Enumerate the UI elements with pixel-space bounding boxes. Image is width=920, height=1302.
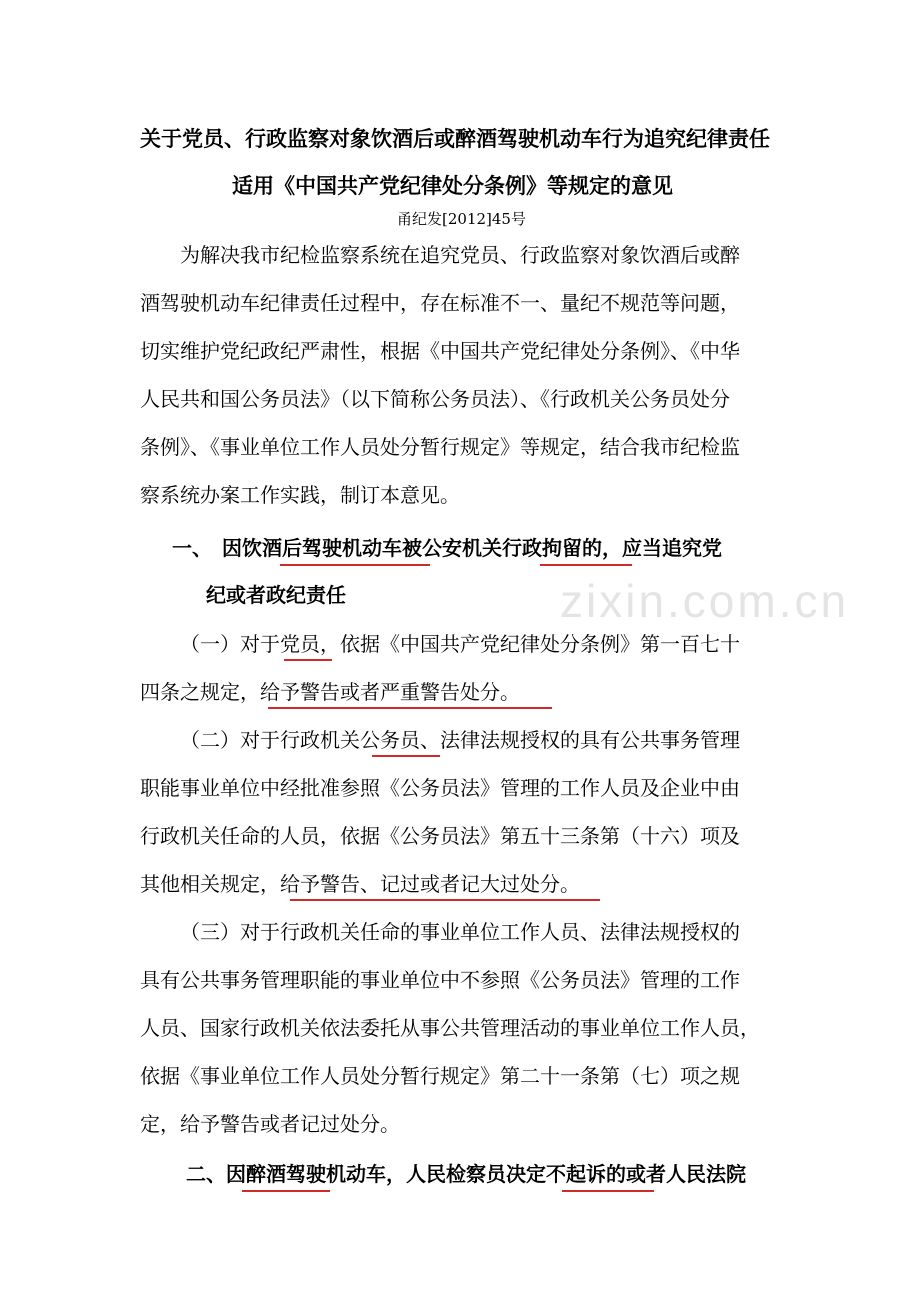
item-1-line: 四条之规定，给予警告或者严重警告处分。 [140,680,520,704]
red-underline [280,564,430,566]
intro-line: 人民共和国公务员法》（以下简称公务员法）、《行政机关公务员处分 [140,387,730,411]
red-underline [284,659,332,661]
watermark: zixin.com.cn [560,575,850,627]
section-2-heading: 二、因醉酒驾驶机动车，人民检察员决定不起诉的或者人民法院 [186,1162,746,1186]
item-3-line: 人员、国家行政机关依法委托从事公共管理活动的事业单位工作人员， [140,1016,760,1040]
item-2-line: 行政机关任命的人员，依据《公务员法》第五十三条第（十六）项及 [140,824,740,848]
red-underline [562,1190,654,1192]
intro-line: 切实维护党纪政纪严肃性，根据《中国共产党纪律处分条例》、《中华 [140,339,740,363]
intro-line: 为解决我市纪检监察系统在追究党员、行政监察对象饮酒后或醉 [180,243,740,267]
item-2-line: （二）对于行政机关公务员、法律法规授权的具有公共事务管理 [180,728,740,752]
item-3-line: 定，给予警告或者记过处分。 [140,1112,400,1136]
intro-line: 条例》、《事业单位工作人员处分暂行规定》等规定，结合我市纪检监 [140,435,740,459]
red-underline [290,899,600,901]
red-underline [372,755,440,757]
item-2-line: 其他相关规定，给予警告、记过或者记大过处分。 [140,872,580,896]
title-line-2: 适用《中国共产党纪律处分条例》等规定的意见 [232,173,673,198]
item-3-line: 依据《事业单位工作人员处分暂行规定》第二十一条第（七）项之规 [140,1064,740,1088]
section-1-heading-cont: 纪或者政纪责任 [206,583,346,607]
red-underline [540,564,632,566]
intro-line: 察系统办案工作实践，制订本意见。 [140,483,460,507]
item-3-line: 具有公共事务管理职能的事业单位中不参照《公务员法》管理的工作 [140,968,740,992]
red-underline [242,1190,330,1192]
section-1-heading: 一、 因饮酒后驾驶机动车被公安机关行政拘留的，应当追究党 [172,536,722,560]
title-line-1: 关于党员、行政监察对象饮酒后或醉酒驾驶机动车行为追究纪律责任 [140,126,770,151]
item-1-line: （一）对于党员，依据《中国共产党纪律处分条例》第一百七十 [180,632,740,656]
red-underline [268,707,552,709]
document-number: 甬纪发[2012]45号 [397,210,526,228]
item-3-line: （三）对于行政机关任命的事业单位工作人员、法律法规授权的 [180,920,740,944]
intro-line: 酒驾驶机动车纪律责任过程中，存在标准不一、量纪不规范等问题， [140,291,740,315]
item-2-line: 职能事业单位中经批准参照《公务员法》管理的工作人员及企业中由 [140,776,740,800]
